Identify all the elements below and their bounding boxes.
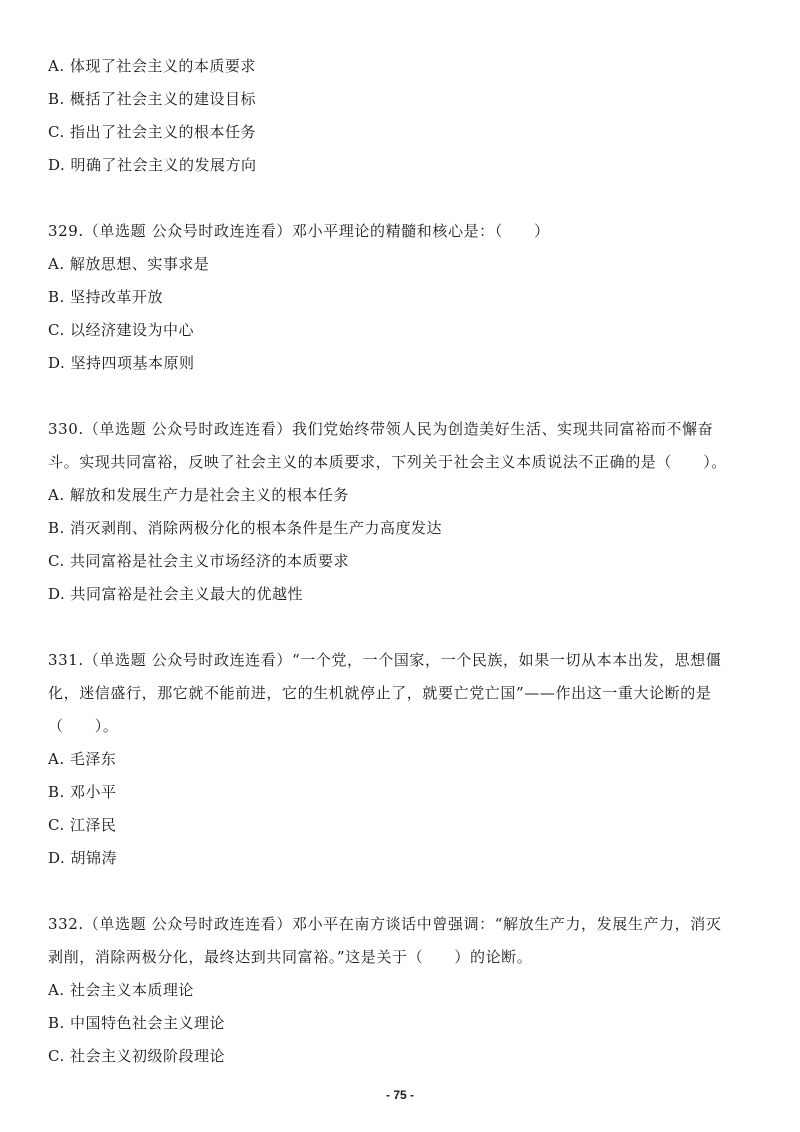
page-number: - 75 -	[385, 1088, 414, 1102]
question-331-option-d: D. 胡锦涛	[48, 849, 118, 867]
question-331-text-line-2: 化，迷信盛行，那它就不能前进，它的生机就停止了，就要亡党亡国”——作出这一重大论断的是	[48, 684, 712, 702]
question-331-text-line-3: （ ）。	[48, 717, 119, 735]
previous-question-option-b: B. 概括了社会主义的建设目标	[48, 90, 257, 108]
question-329-option-c: C. 以经济建设为中心	[48, 321, 194, 339]
question-331-option-b: B. 邓小平	[48, 783, 117, 801]
question-330-option-b: B. 消灭剥削、消除两极分化的根本条件是生产力高度发达	[48, 519, 443, 537]
question-331-text-line-1: 331.（单选题 公众号时政连连看）“一个党，一个国家，一个民族，如果一切从本本出发，思想僵	[48, 651, 722, 669]
question-330-text-line-1: 330.（单选题 公众号时政连连看）我们党始终带领人民为创造美好生活、实现共同富裕而不懈奋	[48, 420, 714, 438]
question-330-option-c: C. 共同富裕是社会主义市场经济的本质要求	[48, 552, 349, 570]
previous-question-option-d: D. 明确了社会主义的发展方向	[48, 156, 257, 174]
question-329-text: 329.（单选题 公众号时政连连看）邓小平理论的精髓和核心是：（ ）	[48, 222, 550, 240]
previous-question-option-a: A. 体现了社会主义的本质要求	[48, 57, 256, 75]
question-332-text-line-2: 剥削，消除两极分化，最终达到共同富裕。”这是关于（ ）的论断。	[48, 948, 533, 966]
question-329-option-b: B. 坚持改革开放	[48, 288, 164, 306]
question-330-text-line-2: 斗。实现共同富裕，反映了社会主义的本质要求，下列关于社会主义本质说法不正确的是（ ）。	[48, 453, 727, 471]
question-330-option-d: D. 共同富裕是社会主义最大的优越性	[48, 585, 304, 603]
question-332-text-line-1: 332.（单选题 公众号时政连连看）邓小平在南方谈话中曾强调：“解放生产力，发展生产力，消灭	[48, 915, 722, 933]
question-329-option-a: A. 解放思想、实事求是	[48, 255, 210, 273]
question-331-option-a: A. 毛泽东	[48, 750, 117, 768]
previous-question-option-c: C. 指出了社会主义的根本任务	[48, 123, 256, 141]
question-332-option-a: A. 社会主义本质理论	[48, 981, 194, 999]
question-331-option-c: C. 江泽民	[48, 816, 117, 834]
question-332-option-c: C. 社会主义初级阶段理论	[48, 1047, 225, 1065]
question-332-option-b: B. 中国特色社会主义理论	[48, 1014, 226, 1032]
question-330-option-a: A. 解放和发展生产力是社会主义的根本任务	[48, 486, 349, 504]
question-329-option-d: D. 坚持四项基本原则	[48, 354, 195, 372]
